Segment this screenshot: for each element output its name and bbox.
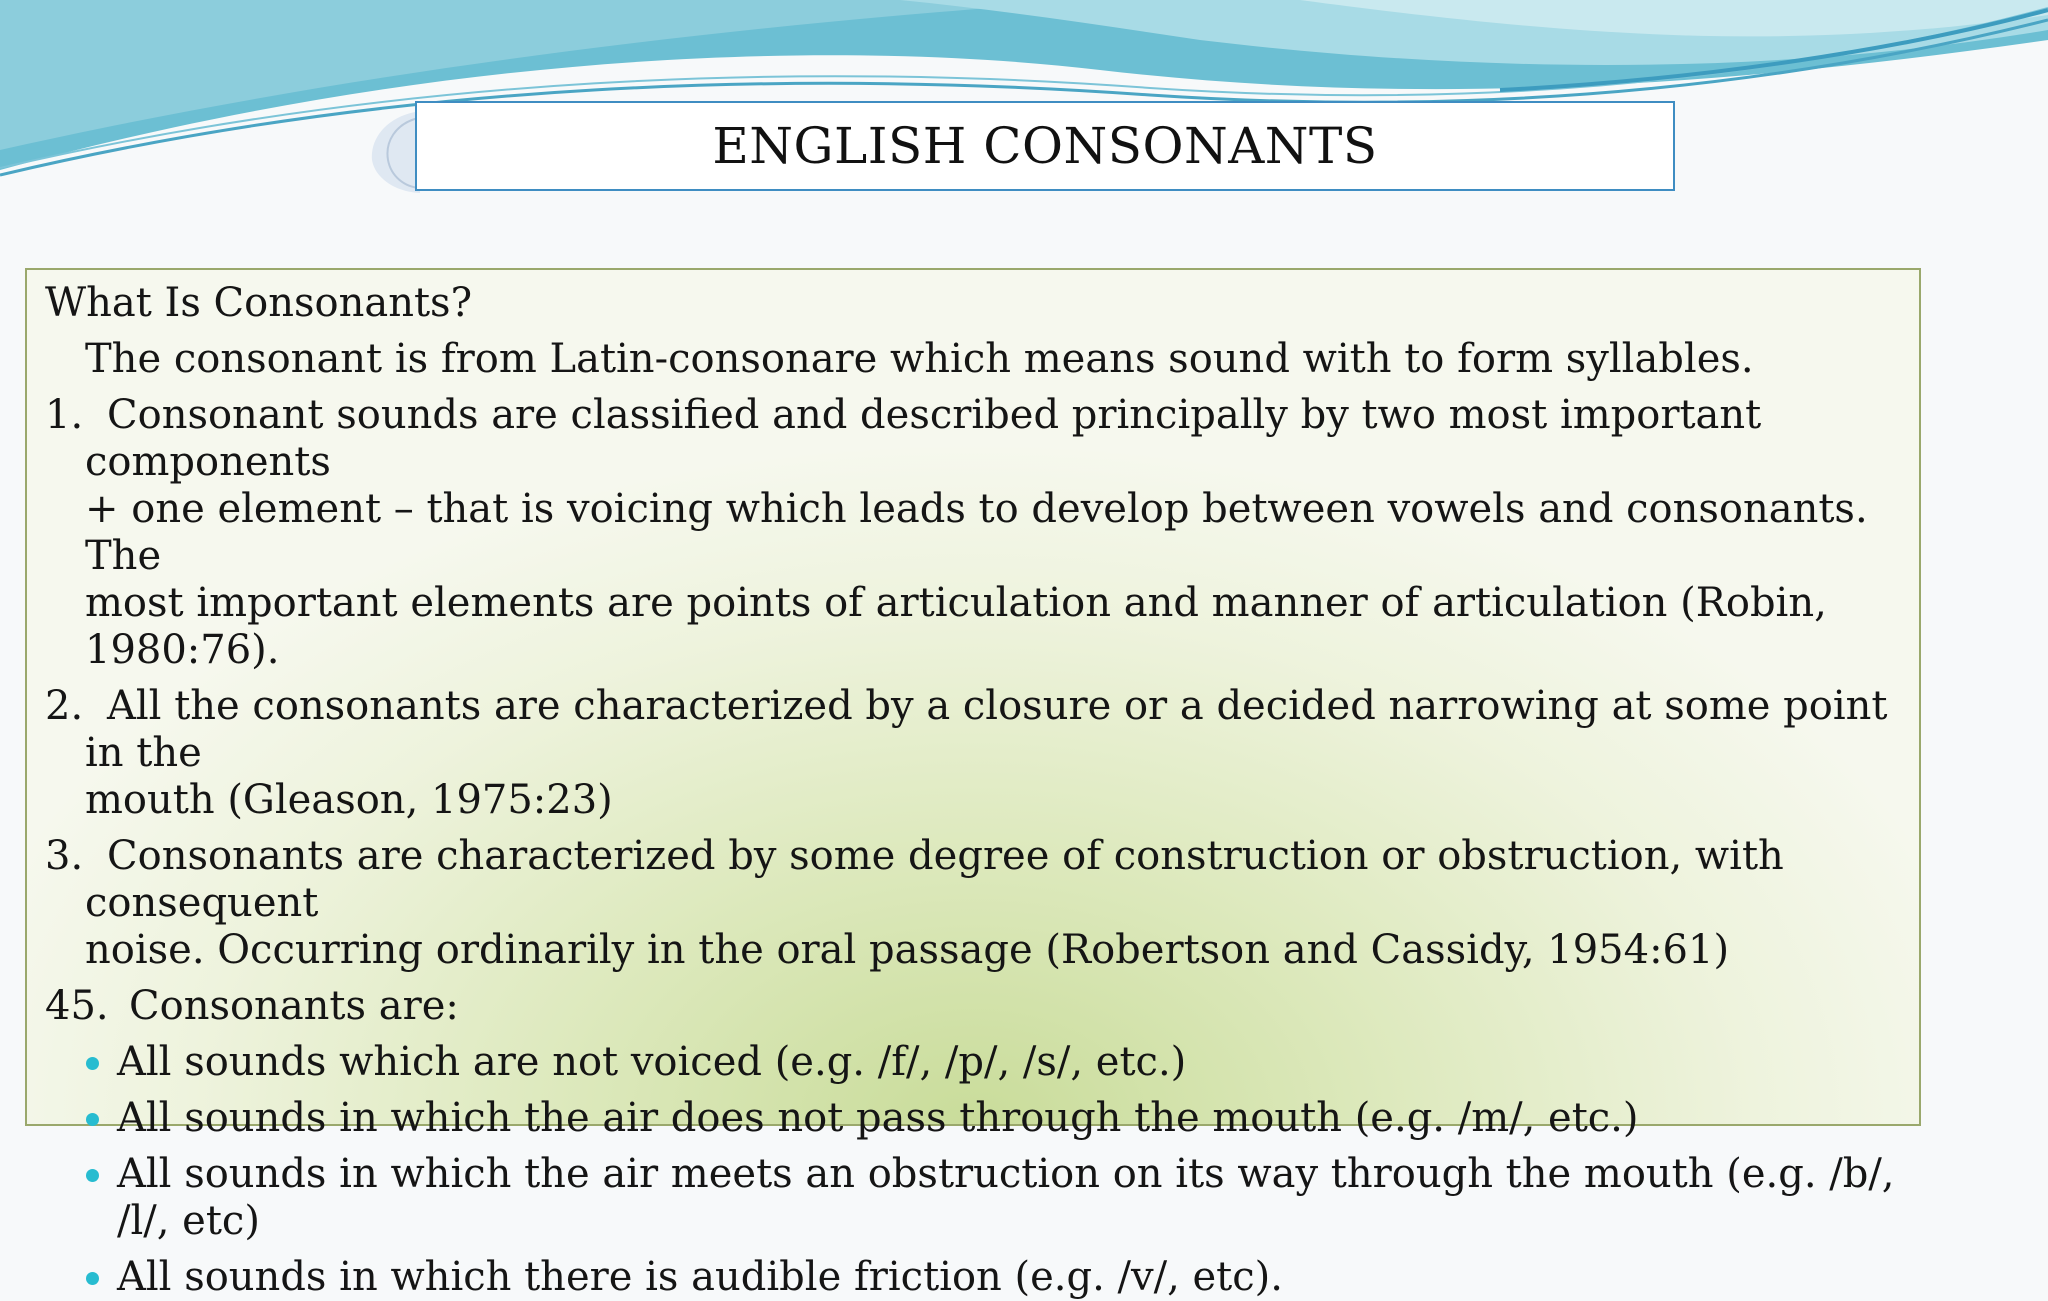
item-number: 1.: [45, 392, 84, 438]
bullet-text: All sounds which are not voiced (e.g. /f/, /p/, /s/, etc.): [117, 1039, 1187, 1085]
item-line: Consonants are characterized by some degree of construction or obstruction, with consequent: [85, 833, 1784, 926]
item-line: noise. Occurring ordinarily in the oral passage (Robertson and Cassidy, 1954:61): [85, 927, 1730, 973]
numbered-item-3: [45, 833, 1901, 974]
numbered-item-2: [45, 683, 1901, 824]
intro-paragraph: The consonant is from Latin-consonare which means sound with to form syllables.: [85, 336, 1754, 382]
content-box: [25, 268, 1921, 1300]
item-number: 45.: [45, 983, 109, 1029]
item-text: Consonants are:: [129, 983, 459, 1029]
bullet-icon: [86, 1057, 99, 1070]
item-line: + one element – that is voicing which leads to develop between vowels and consonants. The: [85, 486, 1868, 579]
bullet-text: All sounds in which the air meets an obstruction on its way through the mouth (e.g. /b/, /l/, etc): [117, 1151, 1895, 1244]
section-heading: What Is Consonants?: [45, 280, 473, 326]
bullet-text: All sounds in which the air does not pass through the mouth (e.g. /m/, etc.): [117, 1095, 1639, 1141]
title-box: [415, 101, 1675, 191]
bullet-item-2: [45, 1095, 1901, 1142]
bullet-item-3: [45, 1151, 1901, 1245]
item-line: All the consonants are characterized by a closure or a decided narrowing at some point in the: [85, 683, 1888, 776]
item-line: mouth (Gleason, 1975:23): [85, 777, 613, 823]
bullet-item-1: [45, 1039, 1901, 1086]
item-number: 3.: [45, 833, 84, 879]
item-line: Consonant sounds are classified and described principally by two most important components: [85, 392, 1762, 485]
bullet-text: All sounds in which there is audible friction (e.g. /v/, etc).: [117, 1254, 1283, 1300]
slide-title: ENGLISH CONSONANTS: [712, 117, 1378, 175]
bullet-icon: [86, 1169, 99, 1182]
item-line: most important elements are points of articulation and manner of articulation (Robin, 1980:76).: [85, 580, 1827, 673]
numbered-item-4: [45, 983, 1901, 1030]
bullet-icon: [86, 1272, 99, 1285]
numbered-item-1: [45, 392, 1901, 674]
bullet-icon: [86, 1113, 99, 1126]
bullet-item-4: [45, 1254, 1901, 1301]
item-number: 2.: [45, 683, 84, 729]
